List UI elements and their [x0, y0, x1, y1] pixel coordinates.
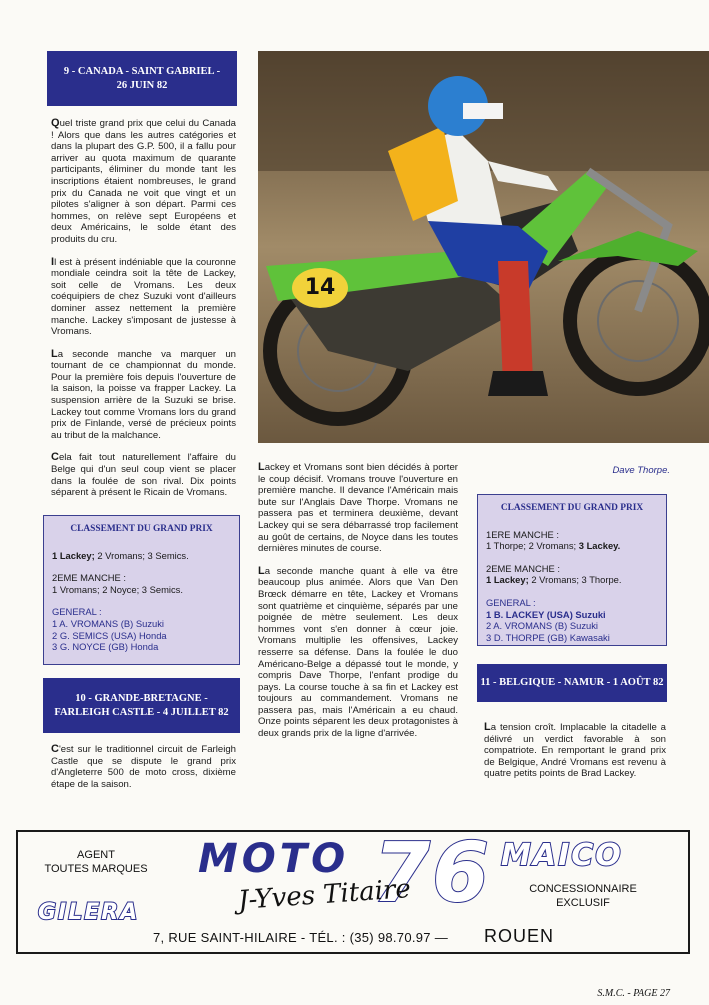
ad-big-number: 76	[373, 826, 492, 921]
paragraph: Il est à présent indéniable que la couronne mondiale ceindra soit la tête de Lackey, soit celle de Vromans. Les deux coéquipiers de chez Suzuki vont d'ailleurs dominer assez nettement la première manche. Lackey s'imposant de justesse à Vromans.	[51, 255, 236, 338]
middle-column-body	[258, 462, 458, 751]
general-3: 3 G. NOYCE (GB) Honda	[52, 641, 159, 653]
section-9-header-line2: 26 JUIN 82	[116, 79, 168, 91]
race-photo	[258, 51, 709, 443]
section-9-header	[47, 51, 237, 106]
section-11-header	[477, 664, 667, 702]
section-9-header-line1: 9 - CANADA - SAINT GABRIEL -	[63, 65, 221, 77]
ad-city: ROUEN	[484, 926, 555, 946]
box-title: CLASSEMENT DU GRAND PRIX	[70, 524, 213, 534]
general-1: 1 A. VROMANS (B) Suzuki	[52, 617, 165, 629]
manche-2-result: 1 Vromans; 2 Noyce; 3 Semics.	[52, 583, 183, 595]
ad-left-text	[36, 848, 156, 876]
section-11-body	[484, 722, 666, 791]
page-footer: S.M.C. - PAGE 27	[597, 988, 670, 999]
section-10-header-line1: 10 - GRANDE-BRETAGNE -	[75, 692, 208, 704]
ad-signature: J-Yves Titaire	[237, 874, 412, 916]
manche-1-label: 1ERE MANCHE :	[486, 528, 559, 540]
paragraph: Lackey et Vromans sont bien décidés à porter le coup décisif. Vromans trouve l'ouverture en première manche. Il devance l'Américain mais bute sur l'Anglais Dave Thorpe. Vromans ne passera pas et terminera deuxième, devant Lackey qui se sera débarrassé trop facilement au goût de certains, de Noyce dans les toutes dernières minutes de course.	[258, 461, 458, 555]
general-label: GENERAL :	[486, 596, 536, 608]
paragraph: C'est sur le traditionnel circuit de Farleigh Castle que se dispute le grand prix d'Angleterre 500 de moto cross, dixième étape de la saison.	[51, 743, 236, 790]
ad-toutes-marques: TOUTES MARQUES	[44, 863, 148, 875]
paragraph: Cela fait tout naturellement l'affaire du Belge qui d'un seul coup vient se placer dans la foulée de son rival. Dix points séparent à présent le Ricain de Vromans.	[51, 451, 236, 499]
dealer-advertisement	[16, 826, 690, 954]
section-9-body	[51, 118, 236, 510]
paragraph: Quel triste grand prix que celui du Canada ! Alors que dans les autres catégories et dans la plupart des G.P. 500, il a fallu pour arriver au quota maximum de quarante participants, éliminer du monde tant les inscriptions étaient nombreuses, le grand prix du Canada ne voit que vingt et un pilotes s'aligner à son départ. Parmi ces hommes, on relève sept Européens et deux Américains, le solde étant des produits du cru.	[51, 117, 236, 245]
manche-1-result: 1 Lackey; 2 Vromans; 3 Semics.	[52, 549, 189, 561]
general-label: GENERAL :	[52, 606, 102, 618]
ad-exclusif: EXCLUSIF	[556, 897, 610, 909]
general-2: 2 G. SEMICS (USA) Honda	[52, 629, 167, 641]
paragraph: La tension croît. Implacable la citadelle a délivré un verdict favorable à son compatriote. En remportant le grand prix de Belgique, André Vromans est revenu à quatre petits points de Brad Lackey.	[484, 721, 666, 780]
section-10-header-line2: FARLEIGH CASTLE - 4 JUILLET 82	[54, 706, 229, 718]
general-1: 1 B. LACKEY (USA) Suzuki	[486, 608, 606, 620]
general-2: 2 A. VROMANS (B) Suzuki	[486, 620, 599, 632]
ad-address: 7, RUE SAINT-HILAIRE - TÉL. : (35) 98.70.97 —	[153, 930, 449, 945]
paragraph: La seconde manche quant à elle va être beaucoup plus animée. Alors que Van Den Brœck démarre en tête, Lackey et Vromans sont quatrième et cinquième, séparés par une poignée de mètre seulement. Les deux hommes vont s'en donner à cœur joie. Vromans multiplie les offensives, Lackey resserre sa défense. Dans la foulée le duo Américano-Belge a dépassé tout le monde, y compris Dave Thorpe, l'enfant prodige du pays. La course touche à sa fin et Lackey est toujours au commandement. Vromans ne passera pas, mais l'Américain a eu chaud. Onze points séparent les deux protagonistes à deux grands prix de la ligne d'arrivée.	[258, 564, 458, 740]
section-11-header-text: 11 - BELGIQUE - NAMUR - 1 AOÛT 82	[480, 677, 664, 688]
manche-2-result: 1 Lackey; 2 Vromans; 3 Thorpe.	[486, 574, 622, 586]
ad-right-text	[508, 882, 658, 910]
manche-2-label: 2EME MANCHE :	[52, 572, 126, 584]
section-10-header	[43, 678, 240, 733]
general-3: 3 D. THORPE (GB) Kawasaki	[486, 631, 610, 643]
manche-1-result: 1 Thorpe; 2 Vromans; 3 Lackey.	[486, 540, 621, 552]
ad-concessionnaire: CONCESSIONNAIRE	[529, 883, 637, 895]
box-title: CLASSEMENT DU GRAND PRIX	[500, 503, 644, 513]
paragraph: La seconde manche va marquer un tournant de ce championnat du monde. Pour la première fois depuis l'ouverture de la saison, la poisse va frapper Lackey. La suspension arrière de la Suzuki se brise. Lackey tout comme Vromans lors du grand prix de Finlande, versé de précieux points au tribut de la malchance.	[51, 347, 236, 441]
classement-box-canada	[43, 515, 240, 665]
ad-agent: AGENT	[77, 849, 115, 861]
number-plate: 14	[304, 275, 336, 300]
motocross-rider-illustration	[258, 51, 709, 443]
ad-maico-logo: MAICO	[501, 838, 623, 873]
manche-2-label: 2EME MANCHE :	[486, 562, 560, 574]
classement-box-grande-bretagne	[477, 494, 667, 646]
section-10-body	[51, 744, 236, 801]
ad-moto-logo: MOTO	[198, 836, 350, 882]
photo-caption: Dave Thorpe.	[612, 465, 670, 476]
ad-gilera-logo: GILERA	[38, 900, 140, 925]
